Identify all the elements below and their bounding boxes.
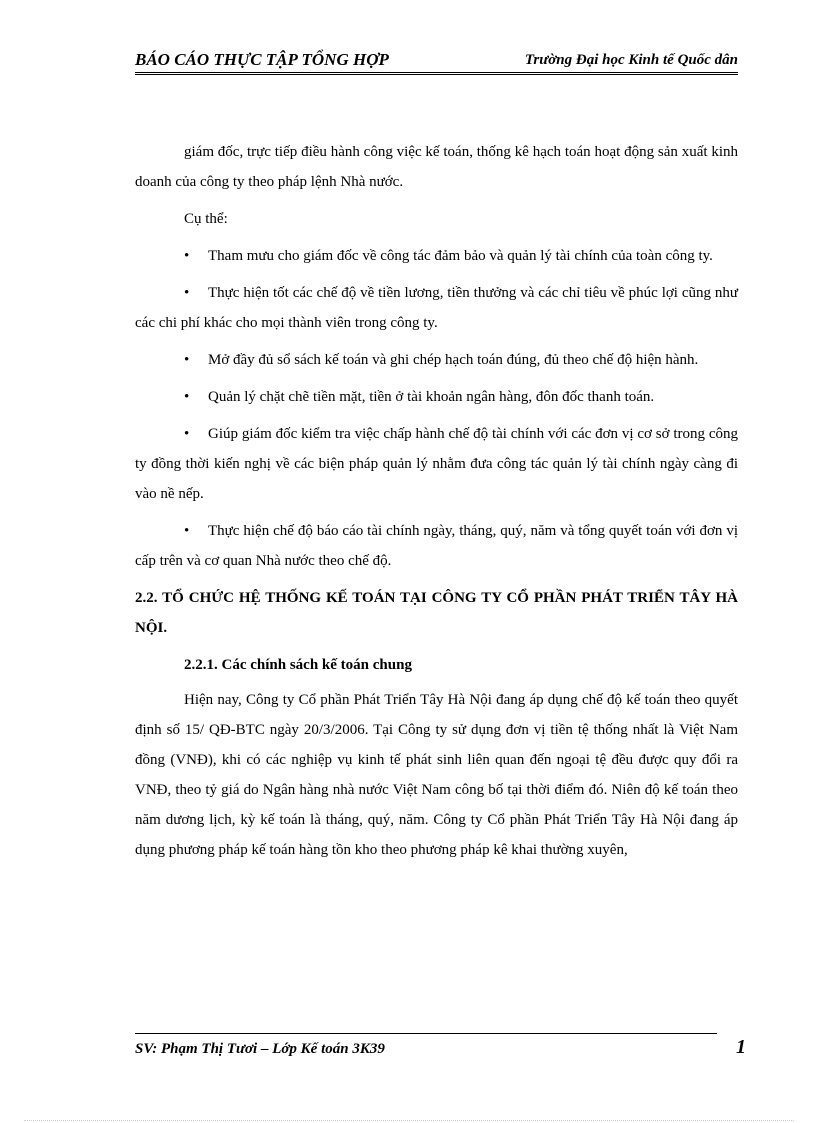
intro-paragraph: giám đốc, trực tiếp điều hành công việc kế toán, thống kê hạch toán hoạt động sản xuất kinh doanh của công ty theo pháp lệnh Nhà nước. — [135, 144, 738, 190]
list-item — [135, 278, 738, 338]
footer-divider — [135, 1033, 717, 1034]
page-number: 1 — [736, 1036, 746, 1058]
document-body — [135, 137, 738, 872]
list-item — [135, 516, 738, 576]
list-item-text: Thực hiện tốt các chế độ về tiền lương, tiền thưởng và các chỉ tiêu về phúc lợi cũng như các chi phí khác cho mọi thành viên trong công ty. — [135, 285, 738, 331]
student-info: SV: Phạm Thị Tươi – Lớp Kế toán 3K39 — [135, 1041, 385, 1057]
bullet-icon: • — [184, 426, 190, 442]
report-title: BÁO CÁO THỰC TẬP TỔNG HỢP — [135, 50, 389, 69]
policy-paragraph: Hiện nay, Công ty Cổ phần Phát Triển Tây Hà Nội đang áp dụng chế độ kế toán theo quyết định số 15/ QĐ-BTC ngày 20/3/2006. Tại Công ty sử dụng đơn vị tiền tệ thống nhất là Việt Nam đồng (VNĐ), khi có các nghiệp vụ kinh tế phát sinh liên quan đến ngoại tệ đều được quy đổi ra VNĐ, theo tỷ giá do Ngân hàng nhà nước Việt Nam công bố tại thời điểm đó. Niên độ kế toán theo năm dương lịch, kỳ kế toán là tháng, quý, năm. Công ty Cổ phần Phát Triển Tây Hà Nội đang áp dụng phương pháp kế toán hàng tồn kho theo phương pháp kê khai thường xuyên, — [135, 692, 738, 858]
list-item — [135, 419, 738, 509]
lead-text: Cụ thể: — [184, 211, 228, 227]
bullet-icon: • — [184, 352, 190, 368]
bullet-icon: • — [184, 389, 190, 405]
university-name: Trường Đại học Kinh tế Quốc dân — [524, 52, 738, 68]
bullet-icon: • — [184, 285, 190, 301]
page-edge-divider — [24, 1120, 794, 1121]
list-item-text: Tham mưu cho giám đốc về công tác đảm bảo và quản lý tài chính của toàn công ty. — [208, 248, 713, 264]
bullet-icon: • — [184, 523, 190, 539]
list-item — [135, 345, 738, 375]
list-item-text: Giúp giám đốc kiểm tra việc chấp hành chế độ tài chính với các đơn vị cơ sở trong công ty đồng thời kiến nghị về các biện pháp quản lý nhằm đưa công tác quản lý tài chính ngày càng đi vào nề nếp. — [135, 426, 738, 502]
list-item — [135, 241, 738, 271]
page-header — [135, 48, 738, 75]
list-item-text: Quản lý chặt chẽ tiền mặt, tiền ở tài khoản ngân hàng, đôn đốc thanh toán. — [208, 389, 655, 405]
list-item — [135, 382, 738, 412]
list-item-text: Mở đầy đủ sổ sách kế toán và ghi chép hạch toán đúng, đủ theo chế độ hiện hành. — [208, 352, 699, 368]
bullet-icon: • — [184, 248, 190, 264]
section-heading: 2.2. TỔ CHỨC HỆ THỐNG KẾ TOÁN TẠI CÔNG TY CỔ PHẦN PHÁT TRIỂN TÂY HÀ NỘI. — [135, 590, 738, 636]
list-item-text: Thực hiện chế độ báo cáo tài chính ngày, tháng, quý, năm và tổng quyết toán với đơn vị cấp trên và cơ quan Nhà nước theo chế độ. — [135, 523, 738, 569]
subsection-heading: 2.2.1. Các chính sách kế toán chung — [184, 657, 412, 673]
